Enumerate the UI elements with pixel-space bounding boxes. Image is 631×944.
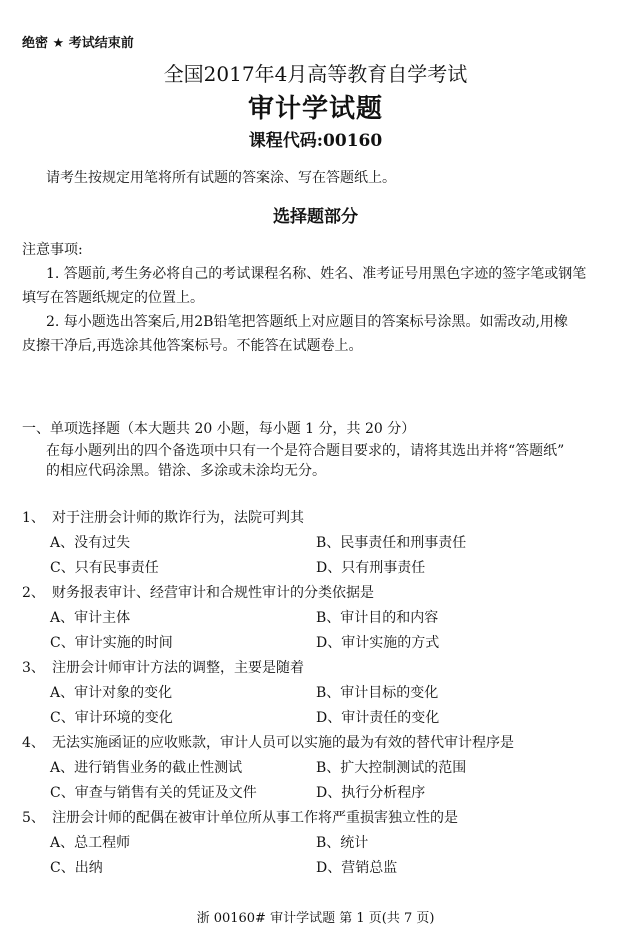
question-4-number: 4、 [22, 735, 45, 751]
page-footer: 浙 00160# 审计学试题 第 1 页(共 7 页) [196, 911, 435, 926]
note-2-line-1: 2. 每小题选出答案后,用2B铅笔把答题纸上对应题目的答案标号涂黑。如需改动,用橡 [46, 314, 568, 330]
exam-name: 全国2017年4月高等教育自学考试 [163, 62, 468, 86]
part1-heading: 一、单项选择题（本大题共 20 小题，每小题 1 分，共 20 分） [22, 421, 416, 437]
question-2-option-d: D、审计实施的方式 [316, 635, 440, 651]
question-4-option-d: D、执行分析程序 [316, 785, 426, 801]
question-5-option-c: C、出纳 [50, 860, 103, 876]
question-5-option-a: A、总工程师 [50, 835, 131, 851]
notes-heading: 注意事项: [22, 242, 83, 258]
question-1-number: 1、 [22, 510, 45, 526]
part1-instruction-line-1: 在每小题列出的四个备选项中只有一个是符合题目要求的，请将其选出并将“答题纸” [46, 443, 565, 459]
question-5-option-d: D、营销总监 [316, 860, 398, 876]
question-5-number: 5、 [22, 810, 45, 826]
question-2-number: 2、 [22, 585, 45, 601]
question-1-text: 对于注册会计师的欺诈行为，法院可判其 [52, 510, 304, 526]
subject-title: 审计学试题 [247, 94, 383, 124]
question-3-option-d: D、审计责任的变化 [316, 710, 440, 726]
question-3-option-a: A、审计对象的变化 [50, 685, 173, 701]
confidential-label: 绝密 ★ 考试结束前 [22, 36, 134, 51]
question-1-option-d: D、只有刑事责任 [316, 560, 426, 576]
note-1-line-2: 填写在答题纸规定的位置上。 [22, 290, 204, 306]
question-3-number: 3、 [22, 660, 45, 676]
question-3-option-b: B、审计目标的变化 [316, 685, 439, 701]
question-4-option-b: B、扩大控制测试的范围 [316, 760, 467, 776]
intro-text: 请考生按规定用笔将所有试题的答案涂、写在答题纸上。 [46, 170, 396, 186]
question-2-text: 财务报表审计、经营审计和合规性审计的分类依据是 [52, 585, 374, 601]
part1-instruction-line-2: 的相应代码涂黑。错涂、多涂或未涂均无分。 [46, 463, 326, 479]
question-3-text: 注册会计师审计方法的调整，主要是随着 [52, 660, 304, 676]
question-2-option-b: B、审计目的和内容 [316, 610, 439, 626]
question-4-option-a: A、进行销售业务的截止性测试 [50, 760, 243, 776]
course-code: 课程代码:00160 [248, 131, 383, 151]
question-2-option-c: C、审计实施的时间 [50, 635, 173, 651]
note-2-line-2: 皮擦干净后,再选涂其他答案标号。不能答在试题卷上。 [22, 338, 363, 354]
question-4-text: 无法实施函证的应收账款，审计人员可以实施的最为有效的替代审计程序是 [52, 735, 514, 751]
section-title: 选择题部分 [273, 207, 358, 227]
question-2-option-a: A、审计主体 [50, 610, 131, 626]
question-1-option-b: B、民事责任和刑事责任 [316, 535, 467, 551]
note-1-line-1: 1. 答题前,考生务必将自己的考试课程名称、姓名、准考证号用黑色字迹的签字笔或钢笔 [46, 266, 587, 282]
question-1-option-c: C、只有民事责任 [50, 560, 159, 576]
question-5-option-b: B、统计 [316, 835, 369, 851]
question-1-option-a: A、没有过失 [50, 535, 131, 551]
question-4-option-c: C、审查与销售有关的凭证及文件 [50, 785, 257, 801]
question-3-option-c: C、审计环境的变化 [50, 710, 173, 726]
question-5-text: 注册会计师的配偶在被审计单位所从事工作将严重损害独立性的是 [52, 810, 458, 826]
